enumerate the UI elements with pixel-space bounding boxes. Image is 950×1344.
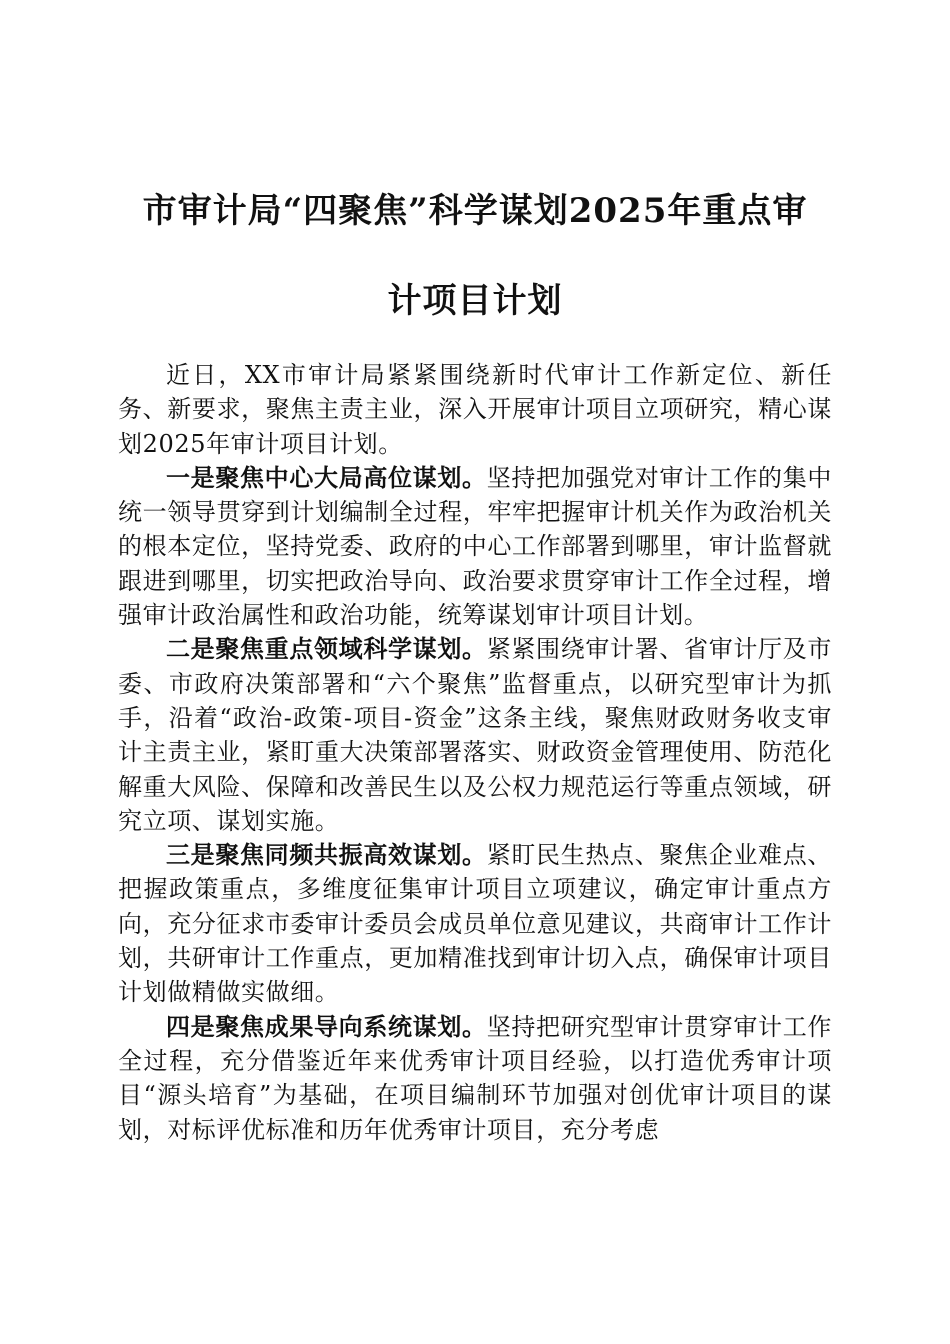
section-lead-1: 一是聚焦中心大局高位谋划。 [166, 462, 487, 492]
section-paragraph-4 [118, 1010, 832, 1147]
document-body [118, 358, 832, 1147]
title-line-1: 市审计局“四聚焦”科学谋划2025年重点审 [142, 191, 808, 231]
section-lead-3: 三是聚焦同频共振高效谋划。 [166, 840, 487, 870]
section-text-3: 紧盯民生热点、聚焦企业难点、把握政策重点，多维度征集审计项目立项建议，确定审计重点方向，充分征求市委审计委员会成员单位意见建议，共商审计工作计划，共研审计工作重点，更加精准找到审计切入点，确保审计项目计划做精做实做细。 [118, 841, 832, 1007]
section-text-2: 紧紧围绕审计署、省审计厅及市委、市政府决策部署和“六个聚焦”监督重点，以研究型审计为抓手，沿着“政治-政策-项目-资金”这条主线，聚焦财政财务收支审计主责主业，紧盯重大决策部署落实、财政资金管理使用、防范化解重大风险、保障和改善民生以及公权力规范运行等重点领域，研究立项、谋划实施。 [118, 635, 832, 835]
section-paragraph-3 [118, 838, 832, 1009]
section-paragraph-1 [118, 461, 832, 632]
section-text-4: 坚持把研究型审计贯穿审计工作全过程，充分借鉴近年来优秀审计项目经验，以打造优秀审计项目“源头培育”为基础，在项目编制环节加强对创优审计项目的谋划，对标评优标准和历年优秀审计项目，充分考虑 [118, 1012, 832, 1144]
section-paragraph-2 [118, 632, 832, 838]
section-lead-2: 二是聚焦重点领域科学谋划。 [166, 634, 487, 664]
document-title [110, 166, 840, 346]
section-lead-4: 四是聚焦成果导向系统谋划。 [166, 1011, 487, 1041]
title-line-2: 计项目计划 [387, 281, 563, 321]
intro-paragraph: 近日，XX市审计局紧紧围绕新时代审计工作新定位、新任务、新要求，聚焦主责主业，深入开展审计项目立项研究，精心谋划2025年审计项目计划。 [118, 361, 832, 458]
section-text-1: 坚持把加强党对审计工作的集中统一领导贯穿到计划编制全过程，牢牢把握审计机关作为政治机关的根本定位，坚持党委、政府的中心工作部署到哪里，审计监督就跟进到哪里，切实把政治导向、政治要求贯穿审计工作全过程，增强审计政治属性和政治功能，统筹谋划审计项目计划。 [118, 463, 832, 630]
